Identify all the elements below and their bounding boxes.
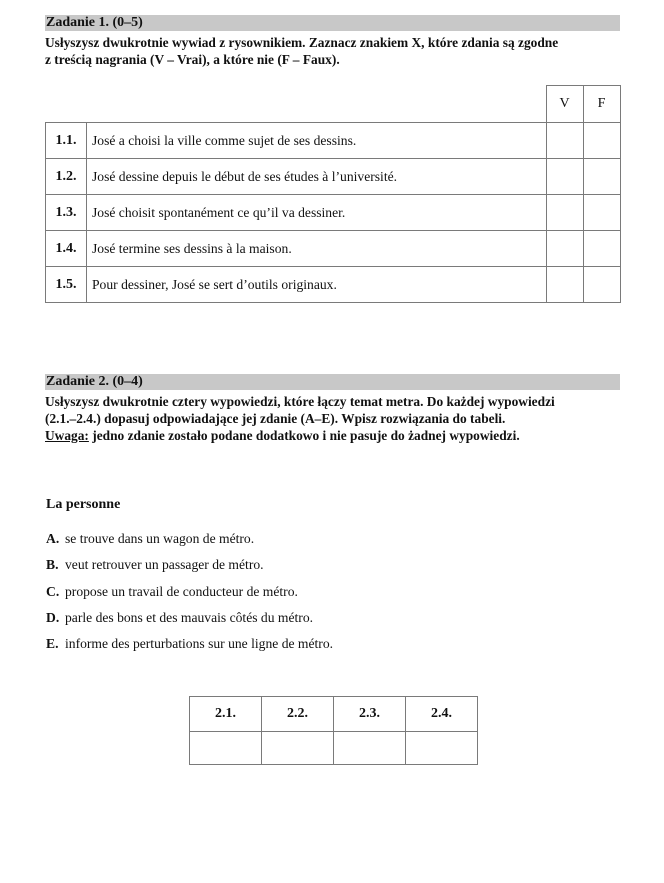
statement-text: José a choisi la ville comme sujet de ses dessins. [87, 123, 547, 159]
statement-number: 1.3. [46, 195, 87, 231]
option-letter: B. [46, 557, 59, 573]
answer-cell-2-4[interactable] [406, 732, 478, 765]
answer-box-v[interactable] [546, 159, 583, 195]
answer-header-2-2: 2.2. [262, 697, 334, 732]
answer-cell-2-1[interactable] [190, 732, 262, 765]
note-text: jedno zdanie zostało podane dodatkowo i nie pasuje do żadnej wypowiedzi. [88, 428, 520, 443]
option-letter: A. [46, 531, 60, 546]
list-item [46, 583, 333, 609]
task2-instruction-line1: Usłyszysz dwukrotnie cztery wypowiedzi, które łączy temat metra. Do każdej wypowiedzi [45, 394, 555, 409]
option-letter: E. [46, 636, 59, 652]
table-row [46, 231, 621, 267]
answer-cell-2-2[interactable] [262, 732, 334, 765]
answer-box-v[interactable] [546, 231, 583, 267]
answer-box-f[interactable] [583, 195, 620, 231]
statement-number: 1.1. [46, 123, 87, 159]
statement-text: José dessine depuis le début de ses études à l’université. [87, 159, 547, 195]
task2-note [45, 427, 625, 444]
table-row [46, 267, 621, 303]
statement-text: José choisit spontanément ce qu’il va dessiner. [87, 195, 547, 231]
answer-box-v[interactable] [546, 195, 583, 231]
table-row [46, 159, 621, 195]
list-item [46, 635, 333, 661]
task2-instruction [45, 393, 625, 444]
statement-text: Pour dessiner, José se sert d’outils originaux. [87, 267, 547, 303]
true-false-table [45, 85, 621, 303]
table-header-row [46, 86, 621, 123]
task1-instruction [45, 34, 625, 68]
list-item [46, 609, 333, 635]
option-letter: C. [46, 583, 60, 599]
option-text: veut retrouver un passager de métro. [65, 557, 264, 573]
answer-box-f[interactable] [583, 123, 620, 159]
answer-header-2-1: 2.1. [190, 697, 262, 732]
options-list [46, 530, 333, 661]
answer-box-f[interactable] [583, 231, 620, 267]
table-row [46, 123, 621, 159]
option-text: parle des bons et des mauvais côtés du métro. [65, 609, 314, 625]
answer-header-row [190, 697, 478, 732]
task2-instruction-line2: (2.1.–2.4.) dopasuj odpowiadające jej zdanie (A–E). Wpisz rozwiązania do tabeli. [45, 411, 506, 426]
answer-table [189, 696, 478, 765]
task1-instruction-line2: z treścią nagrania (V – Vrai), a które nie (F – Faux). [45, 52, 340, 67]
list-item [46, 530, 333, 556]
option-letter: D. [46, 609, 60, 625]
task1-instruction-line1: Usłyszysz dwukrotnie wywiad z rysownikiem. Zaznacz znakiem X, które zdania są zgodne [45, 35, 559, 50]
option-text: informe des perturbations sur une ligne de métro. [65, 636, 334, 652]
answer-box-v[interactable] [546, 267, 583, 303]
column-f-header: F [583, 86, 620, 123]
statement-number: 1.2. [46, 159, 87, 195]
option-text: propose un travail de conducteur de métro. [65, 583, 298, 599]
statement-text: José termine ses dessins à la maison. [87, 231, 547, 267]
option-text: se trouve dans un wagon de métro. [65, 531, 255, 546]
note-label: Uwaga: [45, 428, 89, 443]
answer-cell-2-3[interactable] [334, 732, 406, 765]
statement-number: 1.5. [46, 267, 87, 303]
answer-box-f[interactable] [583, 159, 620, 195]
answer-box-f[interactable] [583, 267, 620, 303]
task1-header: Zadanie 1. (0–5) [45, 15, 620, 31]
answer-box-v[interactable] [546, 123, 583, 159]
answer-header-2-4: 2.4. [406, 697, 478, 732]
options-subject: La personne [46, 497, 121, 512]
task2-header: Zadanie 2. (0–4) [45, 374, 620, 390]
answer-input-row [190, 732, 478, 765]
statement-number: 1.4. [46, 231, 87, 267]
column-v-header: V [546, 86, 583, 123]
table-row [46, 195, 621, 231]
list-item [46, 556, 333, 582]
answer-header-2-3: 2.3. [334, 697, 406, 732]
